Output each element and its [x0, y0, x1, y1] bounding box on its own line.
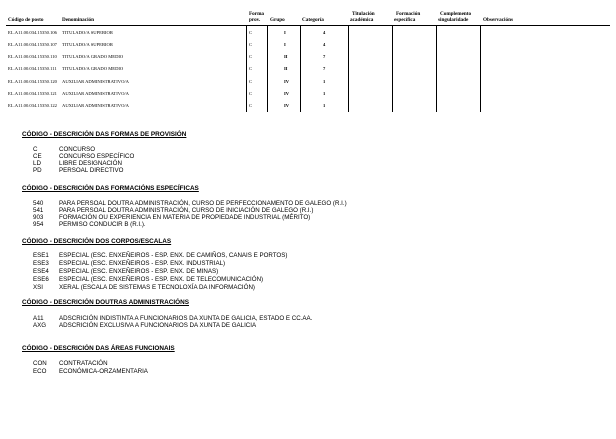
item-desc: ESPECIAL (ESC. ENXEÑEIROS - ESP. ENX. DE CAMIÑOS, CANAIS E PORTOS) [59, 252, 288, 259]
cell-denominacion: TITULADO/A GRADO MEDIO [62, 54, 124, 59]
item-desc: PERSOAL DIRECTIVO [59, 167, 124, 174]
table-row [0, 38, 616, 50]
cell-categoria: 4 [323, 42, 326, 47]
cell-forma: C [249, 42, 253, 47]
item-desc: ADSCRICIÓN INDISTINTA A FUNCIONARIOS DA XUNTA DE GALICIA, ESTADO E CC.AA. [59, 315, 313, 322]
table-row [0, 26, 616, 38]
cell-categoria: 7 [323, 54, 326, 59]
table-row [0, 62, 616, 74]
header-formacion-line1: Formación [396, 11, 421, 17]
item-desc: CONTRATACIÓN [59, 360, 108, 367]
item-code: 954 [33, 221, 44, 228]
cell-grupo: I [284, 42, 286, 47]
item-code: C [33, 146, 38, 153]
item-code: PD [33, 167, 42, 174]
cell-codigo: EL.A11.00.034.15350.121 [8, 91, 57, 96]
header-complemento-line1: Complemento [440, 11, 472, 17]
cell-forma: C [249, 79, 253, 84]
item-code: AXG [33, 322, 47, 329]
cell-denominacion: TITULADO/A SUPERIOR [62, 30, 113, 35]
item-code: ECO [33, 368, 47, 375]
item-desc: XERAL (ESCALA DE SISTEMAS E TECNOLOXÍA DA INFORMACIÓN) [59, 284, 255, 291]
cell-categoria: 1 [323, 103, 326, 108]
table-row [0, 75, 616, 87]
header-complemento-line2: singularidade [438, 17, 469, 23]
header-grupo: Grupo [270, 17, 285, 23]
section-title-outras-administracions: CÓDIGO - DESCRICIÓN DOUTRAS ADMINISTRACIÓNS [22, 299, 189, 306]
item-desc: ESPECIAL (ESC. ENXEÑEIROS - ESP. ENX. INDUSTRIAL) [59, 260, 226, 267]
item-code: ESE1 [33, 252, 49, 259]
cell-denominacion: AUXILIAR ADMINISTRATIVO/A [62, 91, 129, 96]
section-title-areas-funcionais: CÓDIGO - DESCRICIÓN DAS ÁREAS FUNCIONAIS [22, 345, 175, 352]
item-code: ESE3 [33, 260, 49, 267]
cell-codigo: EL.A11.00.034.15350.107 [8, 42, 57, 47]
header-denominacion: Denominación [62, 17, 94, 23]
item-desc: ESPECIAL (ESC. ENXEÑEIROS - ESP. ENX. DE MINAS) [59, 268, 219, 275]
section-title-formacions-especificas: CÓDIGO - DESCRICIÓN DAS FORMACIÓNS ESPECÍFICAS [22, 185, 199, 192]
cell-denominacion: AUXILIAR ADMINISTRATIVO/A [62, 79, 129, 84]
cell-grupo: II [284, 66, 288, 71]
item-desc: PERMISO CONDUCIR B (R.I.). [59, 221, 146, 228]
section-title-corpos-escalas: CÓDIGO - DESCRICIÓN DOS CORPOS/ESCALAS [22, 238, 172, 245]
cell-denominacion: TITULADO/A GRADO MEDIO [62, 66, 124, 71]
cell-denominacion: AUXILIAR ADMINISTRATIVO/A [62, 103, 129, 108]
cell-forma: C [249, 66, 253, 71]
cell-grupo: IV [284, 91, 290, 96]
item-desc: CONCURSO [59, 146, 96, 153]
item-code: 541 [33, 207, 44, 214]
item-desc: FORMACIÓN OU EXPERIENCIA EN MATERIA DE PROPIEDADE INDUSTRIAL (MÉRITO) [59, 214, 311, 221]
item-code: 903 [33, 214, 44, 221]
cell-forma: C [249, 103, 253, 108]
cell-categoria: 7 [323, 66, 326, 71]
cell-categoria: 1 [323, 79, 326, 84]
cell-forma: C [249, 54, 253, 59]
item-code: 540 [33, 200, 44, 207]
header-forma-line2: prov. [249, 17, 261, 23]
item-desc: ECONÓMICA-ORZAMENTARIA [59, 368, 148, 375]
header-formacion-line2: específica [394, 17, 416, 23]
header-codigo-posto: Código de posto [8, 17, 44, 23]
header-titulacion-line1: Titulación [352, 11, 375, 17]
cell-grupo: IV [284, 79, 290, 84]
table-row [0, 50, 616, 62]
item-desc: CONCURSO ESPECÍFICO [59, 153, 135, 160]
header-forma-line1: Forma [249, 11, 264, 17]
item-code: CON [33, 360, 47, 367]
cell-codigo: EL.A11.00.034.15350.111 [8, 66, 57, 71]
item-code: ESE4 [33, 268, 49, 275]
cell-grupo: IV [284, 103, 290, 108]
item-desc: LIBRE DESIGNACIÓN [59, 160, 122, 167]
header-categoria: Categoría [302, 17, 324, 23]
item-code: XSI [33, 284, 43, 291]
table-row [0, 99, 616, 111]
cell-grupo: II [284, 54, 288, 59]
item-desc: ESPECIAL (ESC. ENXEÑEIROS - ESP. ENX. DE TELECOMUNICACIÓN) [59, 276, 264, 283]
item-code: A11 [33, 315, 44, 322]
cell-codigo: EL.A11.00.034.15350.106 [8, 30, 57, 35]
item-code: ESE6 [33, 276, 49, 283]
cell-codigo: EL.A11.00.034.15350.122 [8, 103, 57, 108]
section-title-formas-provision: CÓDIGO - DESCRICIÓN DAS FORMAS DE PROVISIÓN [22, 131, 187, 138]
cell-forma: C [249, 30, 253, 35]
cell-categoria: 4 [323, 30, 326, 35]
header-observacions: Observacións [483, 17, 513, 23]
cell-codigo: EL.A11.00.034.15350.110 [8, 54, 57, 59]
table-row [0, 87, 616, 99]
cell-categoria: 1 [323, 91, 326, 96]
cell-grupo: I [284, 30, 286, 35]
item-desc: ADSCRICIÓN EXCLUSIVA A FUNCIONARIOS DA XUNTA DE GALICIA [59, 322, 257, 329]
item-code: LD [33, 160, 41, 167]
cell-codigo: EL.A11.00.034.15350.120 [8, 79, 57, 84]
cell-forma: C [249, 91, 253, 96]
cell-denominacion: TITULADO/A SUPERIOR [62, 42, 113, 47]
item-desc: PARA PERSOAL DOUTRA ADMINISTRACIÓN, CURSO DE INICIACIÓN DE GALEGO (R.I.) [59, 207, 314, 214]
item-desc: PARA PERSOAL DOUTRA ADMINISTRACIÓN, CURSO DE PERFECCIONAMENTO DE GALEGO (R.I.) [59, 200, 347, 207]
header-titulacion-line2: académica [350, 17, 374, 23]
item-code: CE [33, 153, 42, 160]
